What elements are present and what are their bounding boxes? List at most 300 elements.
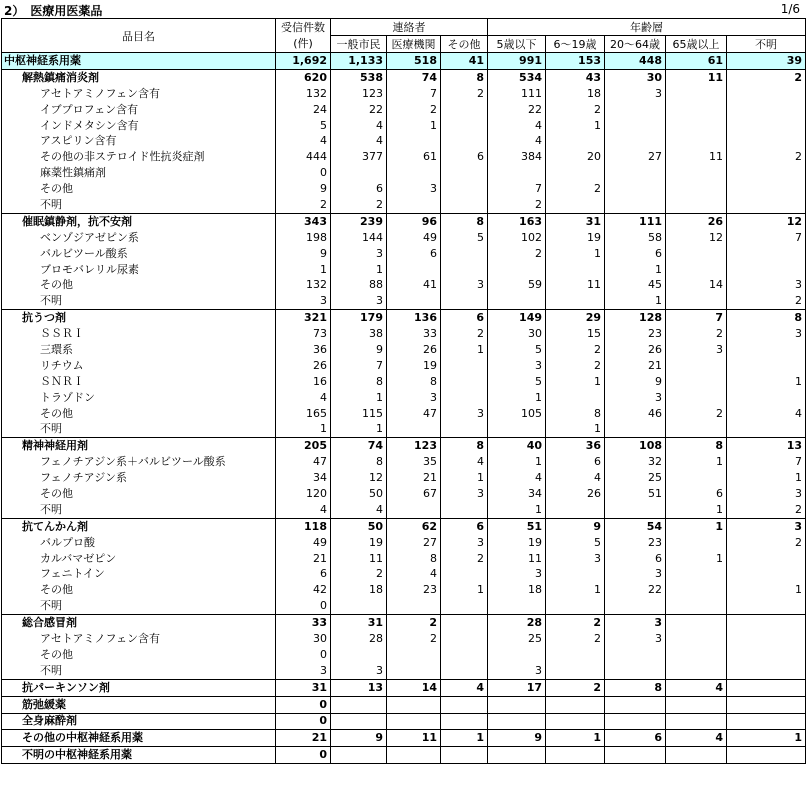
row-value xyxy=(605,713,666,730)
row-value xyxy=(387,713,441,730)
row-value: 8 xyxy=(387,374,441,390)
category-row xyxy=(2,69,806,85)
row-value: 22 xyxy=(605,582,666,598)
medicine-table xyxy=(1,18,806,764)
row-value xyxy=(387,197,441,213)
row-value: 3 xyxy=(441,535,488,551)
row-value xyxy=(441,421,488,437)
row-value: 2 xyxy=(387,102,441,118)
row-value: 58 xyxy=(605,230,666,246)
row-name: その他の中枢神経系用薬 xyxy=(2,730,276,747)
row-value xyxy=(546,647,605,663)
row-value: 8 xyxy=(727,310,806,326)
row-value xyxy=(605,647,666,663)
row-value: 165 xyxy=(276,406,331,422)
row-value xyxy=(441,165,488,181)
row-value: 321 xyxy=(276,310,331,326)
row-value: 343 xyxy=(276,213,331,229)
row-value: 61 xyxy=(666,53,727,70)
row-value: 2 xyxy=(441,551,488,567)
row-value xyxy=(605,663,666,679)
row-value xyxy=(605,747,666,764)
row-value: 3 xyxy=(331,663,387,679)
row-value: 120 xyxy=(276,486,331,502)
row-value: 6 xyxy=(441,310,488,326)
row-value: 21 xyxy=(387,470,441,486)
row-value xyxy=(441,663,488,679)
row-value: 46 xyxy=(605,406,666,422)
row-name: アスピリン含有 xyxy=(2,133,276,149)
row-value: 132 xyxy=(276,86,331,102)
row-value xyxy=(727,615,806,631)
row-value: 3 xyxy=(605,567,666,583)
category-row xyxy=(2,310,806,326)
row-name: 不明 xyxy=(2,421,276,437)
row-value: 4 xyxy=(331,502,387,518)
row-value: 2 xyxy=(546,181,605,197)
row-value: 2 xyxy=(727,149,806,165)
row-value xyxy=(727,713,806,730)
row-value: 2 xyxy=(546,615,605,631)
row-value: 6 xyxy=(441,518,488,534)
row-value: 7 xyxy=(331,358,387,374)
row-value: 23 xyxy=(387,582,441,598)
row-value: 1 xyxy=(546,582,605,598)
row-value: 2 xyxy=(387,615,441,631)
row-name: その他 xyxy=(2,277,276,293)
row-value: 6 xyxy=(546,454,605,470)
row-value: 29 xyxy=(546,310,605,326)
row-value xyxy=(331,647,387,663)
row-value xyxy=(387,262,441,278)
row-value: 32 xyxy=(605,454,666,470)
row-value: 2 xyxy=(488,197,546,213)
row-name: その他の非ステロイド性抗炎症剤 xyxy=(2,149,276,165)
row-value: 5 xyxy=(488,374,546,390)
row-value: 9 xyxy=(276,246,331,262)
row-name: フェノチアジン系＋バルビツール酸系 xyxy=(2,454,276,470)
row-value xyxy=(666,133,727,149)
row-value: 179 xyxy=(331,310,387,326)
table-row xyxy=(2,118,806,134)
row-name: 三環系 xyxy=(2,342,276,358)
row-value: 1 xyxy=(605,293,666,309)
header-age-unknown: 不明 xyxy=(727,36,806,53)
row-value xyxy=(605,165,666,181)
row-value: 50 xyxy=(331,486,387,502)
row-value: 8 xyxy=(331,454,387,470)
row-value xyxy=(441,747,488,764)
row-value: 3 xyxy=(605,86,666,102)
row-value xyxy=(666,713,727,730)
table-row xyxy=(2,358,806,374)
row-value: 3 xyxy=(331,246,387,262)
row-value: 23 xyxy=(605,326,666,342)
row-value: 18 xyxy=(546,86,605,102)
row-value xyxy=(666,165,727,181)
row-value: 12 xyxy=(666,230,727,246)
row-value: 30 xyxy=(276,631,331,647)
row-value: 6 xyxy=(331,181,387,197)
row-value: 6 xyxy=(605,246,666,262)
row-value: 8 xyxy=(331,374,387,390)
row-value xyxy=(546,390,605,406)
row-name: 不明 xyxy=(2,502,276,518)
row-value xyxy=(488,421,546,437)
row-value: 1 xyxy=(727,730,806,747)
row-value: 8 xyxy=(546,406,605,422)
row-value: 6 xyxy=(387,246,441,262)
row-value xyxy=(666,102,727,118)
row-name: イブプロフェン含有 xyxy=(2,102,276,118)
row-value xyxy=(441,598,488,614)
row-value: 991 xyxy=(488,53,546,70)
row-value: 31 xyxy=(331,615,387,631)
row-value: 0 xyxy=(276,647,331,663)
row-value xyxy=(605,502,666,518)
row-name: 不明 xyxy=(2,598,276,614)
row-value: 19 xyxy=(488,535,546,551)
row-value: 51 xyxy=(605,486,666,502)
row-value: 4 xyxy=(441,679,488,696)
row-value: 2 xyxy=(331,567,387,583)
row-value: 12 xyxy=(727,213,806,229)
row-name: 筋弛緩薬 xyxy=(2,696,276,713)
row-value: 20 xyxy=(546,149,605,165)
row-value xyxy=(387,696,441,713)
table-row xyxy=(2,197,806,213)
category-row xyxy=(2,696,806,713)
row-name: その他 xyxy=(2,647,276,663)
section-title: 2） 医療用医薬品 xyxy=(4,4,103,18)
row-value: 1 xyxy=(276,262,331,278)
row-value: 123 xyxy=(331,86,387,102)
header-age-over65: 65歳以上 xyxy=(666,36,727,53)
row-value: 31 xyxy=(276,679,331,696)
row-value xyxy=(441,358,488,374)
row-value: 205 xyxy=(276,438,331,454)
row-value xyxy=(666,598,727,614)
row-value: 4 xyxy=(276,502,331,518)
row-value: 49 xyxy=(387,230,441,246)
row-value: 4 xyxy=(727,406,806,422)
row-value xyxy=(666,747,727,764)
row-value: 4 xyxy=(488,133,546,149)
row-value: 18 xyxy=(331,582,387,598)
row-value: 7 xyxy=(666,310,727,326)
row-value: 153 xyxy=(546,53,605,70)
row-value: 26 xyxy=(666,213,727,229)
row-value: 8 xyxy=(441,438,488,454)
table-row xyxy=(2,326,806,342)
row-value xyxy=(441,374,488,390)
row-value xyxy=(727,421,806,437)
row-value xyxy=(488,713,546,730)
row-value xyxy=(605,102,666,118)
row-value: 4 xyxy=(441,454,488,470)
row-value: 7 xyxy=(387,86,441,102)
row-value: 35 xyxy=(387,454,441,470)
header-contact-public: 一般市民 xyxy=(331,36,387,53)
row-value: 384 xyxy=(488,149,546,165)
row-value: 26 xyxy=(276,358,331,374)
row-value: 61 xyxy=(387,149,441,165)
row-value: 115 xyxy=(331,406,387,422)
row-value: 18 xyxy=(488,582,546,598)
row-value: 28 xyxy=(488,615,546,631)
row-value: 1 xyxy=(546,730,605,747)
row-value xyxy=(387,502,441,518)
row-value xyxy=(666,567,727,583)
row-value: 198 xyxy=(276,230,331,246)
row-value: 534 xyxy=(488,69,546,85)
table-row xyxy=(2,277,806,293)
row-value: 1,133 xyxy=(331,53,387,70)
row-value xyxy=(605,197,666,213)
row-value: 25 xyxy=(605,470,666,486)
row-value: 27 xyxy=(387,535,441,551)
table-row xyxy=(2,421,806,437)
row-value xyxy=(666,421,727,437)
row-value: 1 xyxy=(441,470,488,486)
row-name: 不明 xyxy=(2,293,276,309)
row-value: 1 xyxy=(331,421,387,437)
row-value: 2 xyxy=(727,502,806,518)
row-value: 19 xyxy=(387,358,441,374)
row-value: 3 xyxy=(605,615,666,631)
category-row xyxy=(2,730,806,747)
row-value xyxy=(727,598,806,614)
row-value: 1 xyxy=(666,454,727,470)
row-value: 47 xyxy=(387,406,441,422)
row-value: 6 xyxy=(605,730,666,747)
row-value: 2 xyxy=(666,406,727,422)
table-row xyxy=(2,246,806,262)
row-value: 0 xyxy=(276,598,331,614)
row-value: 1 xyxy=(331,262,387,278)
row-value: 30 xyxy=(605,69,666,85)
row-value: 118 xyxy=(276,518,331,534)
header-count: 受信件数 xyxy=(276,19,331,36)
row-value: 21 xyxy=(276,730,331,747)
table-row xyxy=(2,454,806,470)
row-name: 中枢神経系用薬 xyxy=(2,53,276,70)
row-value: 62 xyxy=(387,518,441,534)
row-value: 377 xyxy=(331,149,387,165)
row-value: 11 xyxy=(387,730,441,747)
table-row xyxy=(2,535,806,551)
row-value xyxy=(727,696,806,713)
row-value xyxy=(666,118,727,134)
row-value: 123 xyxy=(387,438,441,454)
row-value xyxy=(727,133,806,149)
row-value: 4 xyxy=(546,470,605,486)
table-row xyxy=(2,663,806,679)
row-value xyxy=(605,598,666,614)
row-value: 17 xyxy=(488,679,546,696)
row-value: 9 xyxy=(276,181,331,197)
row-value xyxy=(666,535,727,551)
header-contact-group: 連絡者 xyxy=(331,19,488,36)
row-value xyxy=(441,102,488,118)
row-value xyxy=(666,358,727,374)
row-value xyxy=(727,86,806,102)
row-value xyxy=(546,598,605,614)
row-value xyxy=(331,747,387,764)
row-value: 1 xyxy=(546,246,605,262)
row-value: 1 xyxy=(546,421,605,437)
row-value xyxy=(727,679,806,696)
row-value: 518 xyxy=(387,53,441,70)
category-row xyxy=(2,615,806,631)
row-value: 3 xyxy=(387,390,441,406)
row-value: 2 xyxy=(331,197,387,213)
row-value: 11 xyxy=(331,551,387,567)
row-value: 41 xyxy=(387,277,441,293)
row-value: 3 xyxy=(276,663,331,679)
row-value xyxy=(666,262,727,278)
row-value xyxy=(488,647,546,663)
row-value: 33 xyxy=(387,326,441,342)
row-value xyxy=(666,181,727,197)
row-name: 不明の中枢神経系用薬 xyxy=(2,747,276,764)
row-value xyxy=(666,374,727,390)
table-row xyxy=(2,342,806,358)
row-value: 1 xyxy=(727,470,806,486)
row-value xyxy=(546,663,605,679)
row-value: 5 xyxy=(276,118,331,134)
row-value: 444 xyxy=(276,149,331,165)
row-value: 23 xyxy=(605,535,666,551)
row-value: 11 xyxy=(666,149,727,165)
row-value: 1 xyxy=(387,118,441,134)
row-value: 108 xyxy=(605,438,666,454)
table-row xyxy=(2,149,806,165)
row-value: 4 xyxy=(276,390,331,406)
row-value: 4 xyxy=(666,679,727,696)
row-value: 49 xyxy=(276,535,331,551)
row-value: 8 xyxy=(387,551,441,567)
row-value: 132 xyxy=(276,277,331,293)
row-value: 96 xyxy=(387,213,441,229)
row-value xyxy=(546,713,605,730)
row-name: その他 xyxy=(2,406,276,422)
row-value: 7 xyxy=(727,454,806,470)
row-value xyxy=(441,246,488,262)
row-value xyxy=(441,631,488,647)
row-value xyxy=(605,133,666,149)
row-value: 34 xyxy=(276,470,331,486)
row-value xyxy=(441,262,488,278)
row-value: 13 xyxy=(331,679,387,696)
row-value xyxy=(387,747,441,764)
row-name: アセトアミノフェン含有 xyxy=(2,86,276,102)
table-row xyxy=(2,486,806,502)
row-value: 3 xyxy=(666,342,727,358)
row-value: 105 xyxy=(488,406,546,422)
row-value xyxy=(666,696,727,713)
row-value: 16 xyxy=(276,374,331,390)
row-value xyxy=(666,615,727,631)
row-value: 1 xyxy=(666,551,727,567)
row-value: 0 xyxy=(276,747,331,764)
row-value xyxy=(666,390,727,406)
row-value: 5 xyxy=(488,342,546,358)
row-value: 27 xyxy=(605,149,666,165)
row-value xyxy=(605,421,666,437)
row-value: 45 xyxy=(605,277,666,293)
row-value: 36 xyxy=(546,438,605,454)
row-value: 12 xyxy=(331,470,387,486)
row-value: 149 xyxy=(488,310,546,326)
row-value xyxy=(546,567,605,583)
row-name: 抗うつ剤 xyxy=(2,310,276,326)
row-value: 3 xyxy=(488,567,546,583)
total-row xyxy=(2,53,806,70)
row-value: 54 xyxy=(605,518,666,534)
row-value: 1 xyxy=(276,421,331,437)
row-value xyxy=(727,567,806,583)
row-value xyxy=(546,502,605,518)
row-value: 1 xyxy=(605,262,666,278)
row-value: 3 xyxy=(276,293,331,309)
row-value: 111 xyxy=(605,213,666,229)
row-value: 1 xyxy=(488,454,546,470)
row-value xyxy=(441,133,488,149)
page-number: 1/6 xyxy=(780,2,800,16)
row-value: 14 xyxy=(387,679,441,696)
row-value xyxy=(727,663,806,679)
row-value xyxy=(727,358,806,374)
row-value: 11 xyxy=(546,277,605,293)
row-name: その他 xyxy=(2,582,276,598)
row-value xyxy=(605,181,666,197)
table-row xyxy=(2,502,806,518)
row-value: 8 xyxy=(441,69,488,85)
row-value: 2 xyxy=(727,535,806,551)
row-name: 抗てんかん剤 xyxy=(2,518,276,534)
row-value: 47 xyxy=(276,454,331,470)
table-row xyxy=(2,647,806,663)
row-value xyxy=(441,696,488,713)
row-value: 8 xyxy=(441,213,488,229)
row-value: 136 xyxy=(387,310,441,326)
row-value xyxy=(441,647,488,663)
row-value: 1 xyxy=(666,502,727,518)
category-row xyxy=(2,679,806,696)
row-value xyxy=(727,342,806,358)
row-value: 3 xyxy=(546,551,605,567)
row-value xyxy=(387,421,441,437)
row-value: 50 xyxy=(331,518,387,534)
row-value: 2 xyxy=(727,69,806,85)
row-value xyxy=(727,647,806,663)
row-name: その他 xyxy=(2,181,276,197)
row-value xyxy=(727,747,806,764)
row-value: 3 xyxy=(441,277,488,293)
row-value: 3 xyxy=(331,293,387,309)
row-value xyxy=(727,631,806,647)
row-value: 3 xyxy=(727,326,806,342)
row-value: 41 xyxy=(441,53,488,70)
row-value: 2 xyxy=(276,197,331,213)
row-value xyxy=(488,747,546,764)
row-value: 2 xyxy=(546,679,605,696)
row-value xyxy=(387,133,441,149)
row-value: 21 xyxy=(605,358,666,374)
row-value xyxy=(488,165,546,181)
row-value: 43 xyxy=(546,69,605,85)
